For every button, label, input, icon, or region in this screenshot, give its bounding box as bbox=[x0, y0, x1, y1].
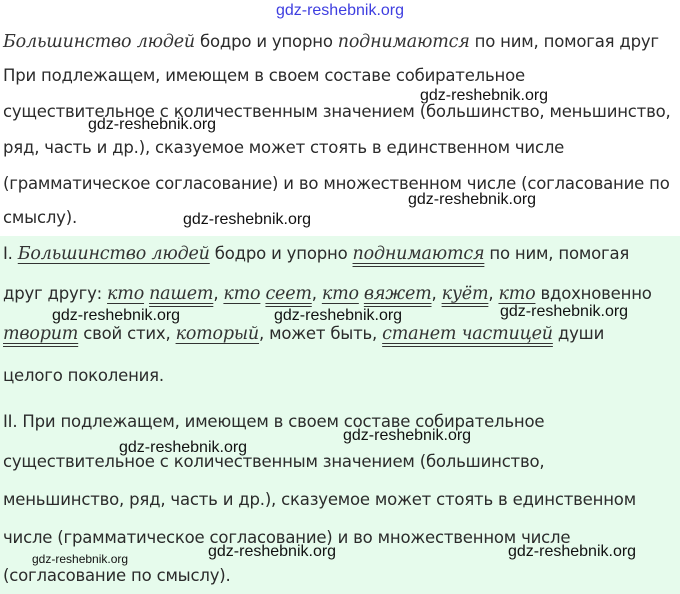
watermark: gdz-reshebnik.org bbox=[119, 439, 248, 456]
predicate-word: вяжет bbox=[363, 284, 432, 304]
predicate-word: куёт bbox=[441, 284, 489, 304]
text-fragment: по ним, помогая bbox=[484, 244, 630, 263]
watermark: gdz-reshebnik.org bbox=[32, 552, 129, 566]
text-fragment: бодро и упорно bbox=[195, 32, 338, 51]
answer-rule-line-3: меньшинство, ряд, часть и др.), сказуемое может стоять в единственном bbox=[3, 490, 636, 509]
text-line-4: ряд, часть и др.), сказуемое может стоять в единственном числе bbox=[3, 138, 565, 157]
subject-phrase: Большинство людей bbox=[17, 244, 210, 264]
watermark: gdz-reshebnik.org bbox=[52, 307, 181, 324]
answer-line-3 bbox=[3, 324, 604, 344]
watermark: gdz-reshebnik.org bbox=[183, 211, 312, 228]
text-fragment: , может быть, bbox=[259, 324, 383, 343]
predicate-word: творит bbox=[3, 324, 79, 344]
text-line-6: смыслу). bbox=[3, 208, 78, 227]
item-number: I. bbox=[3, 244, 18, 263]
subject-phrase: Большинство людей bbox=[3, 32, 195, 52]
watermark: gdz-reshebnik.org bbox=[408, 191, 537, 208]
watermark: gdz-reshebnik.org bbox=[208, 543, 337, 560]
watermark: gdz-reshebnik.org bbox=[88, 116, 217, 133]
watermark: gdz-reshebnik.org bbox=[343, 427, 472, 444]
answer-line-1 bbox=[3, 244, 629, 264]
subject-word: кто bbox=[223, 284, 261, 304]
predicate-word: пашет bbox=[149, 284, 214, 304]
subject-word: кто bbox=[498, 284, 536, 304]
predicate-word: поднимаются bbox=[352, 244, 485, 264]
watermark: gdz-reshebnik.org bbox=[500, 303, 629, 320]
text-line-3: существительное с количественным значением (большинство, меньшинство, bbox=[3, 102, 671, 121]
text-fragment: вдохновенно bbox=[535, 284, 652, 303]
subject-word: кто bbox=[107, 284, 145, 304]
watermark: gdz-reshebnik.org bbox=[274, 307, 403, 324]
predicate-phrase: станет частицей bbox=[382, 324, 553, 344]
text-fragment: по ним, помогая друг bbox=[469, 32, 659, 51]
answer-line-4: целого поколения. bbox=[3, 366, 164, 385]
answer-rule-line-5: (согласование по смыслу). bbox=[3, 566, 231, 585]
watermark-top: gdz-reshebnik.org bbox=[275, 2, 405, 19]
subject-word: который bbox=[175, 324, 260, 344]
text-line-5: (грамматическое согласование) и во множественном числе (согласование по bbox=[3, 174, 670, 193]
answer-rule-line-1: II. При подлежащем, имеющем в своем составе собирательное bbox=[3, 412, 545, 431]
answer-rule-line-2: существительное с количественным значением (большинство, bbox=[3, 452, 545, 471]
text-fragment: друг другу: bbox=[3, 284, 108, 303]
watermark: gdz-reshebnik.org bbox=[508, 543, 637, 560]
answer-rule-line-4: числе (грамматическое согласование) и во множественном числе bbox=[3, 528, 571, 547]
predicate-word: поднимаются bbox=[337, 32, 470, 52]
text-fragment: души bbox=[552, 324, 605, 343]
watermark: gdz-reshebnik.org bbox=[420, 87, 549, 104]
subject-word: кто bbox=[321, 284, 359, 304]
predicate-word: сеет bbox=[265, 284, 312, 304]
answer-line-2: друг другу: кто пашет, кто сеет, кто вяжет, куёт, кто вдохновенно bbox=[3, 284, 652, 304]
text-fragment: свой стих, bbox=[78, 324, 176, 343]
text-line-1 bbox=[3, 32, 659, 52]
text-line-2: При подлежащем, имеющем в своем составе собирательное bbox=[3, 66, 525, 85]
text-fragment: бодро и упорно bbox=[209, 244, 353, 263]
